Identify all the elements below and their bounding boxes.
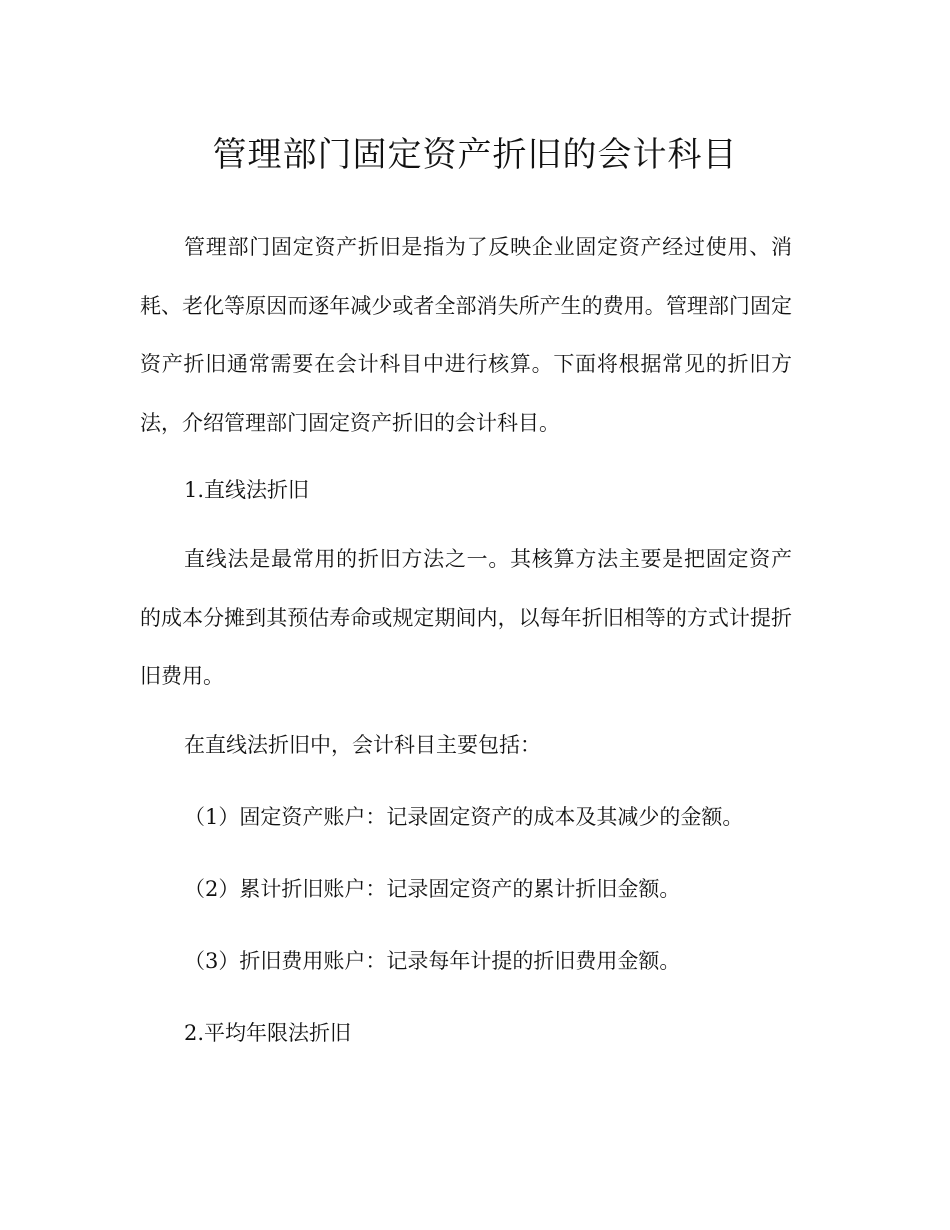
- list-item-accumulated-depreciation: （2）累计折旧账户：记录固定资产的累计折旧金额。: [184, 877, 681, 901]
- straight-line-paragraph: 直线法是最常用的折旧方法之一。其核算方法主要是把固定资产的成本分摊到其预估寿命或规定期间内，以每年折旧相等的方式计提折旧费用。: [140, 547, 792, 688]
- accounts-intro-paragraph: 在直线法折旧中，会计科目主要包括：: [184, 733, 541, 757]
- list-item-depreciation-expense: （3）折旧费用账户：记录每年计提的折旧费用金额。: [184, 949, 681, 973]
- list-item-fixed-assets: （1）固定资产账户：记录固定资产的成本及其减少的金额。: [184, 805, 744, 829]
- document-title: 管理部门固定资产折旧的会计科目: [212, 135, 738, 175]
- intro-paragraph: 管理部门固定资产折旧是指为了反映企业固定资产经过使用、消耗、老化等原因而逐年减少或者全部消失所产生的费用。管理部门固定资产折旧通常需要在会计科目中进行核算。下面将根据常见的折旧方法，介绍管理部门固定资产折旧的会计科目。: [140, 235, 792, 435]
- section-heading-average-years: 2.平均年限法折旧: [184, 1021, 352, 1045]
- section-heading-straight-line: 1.直线法折旧: [184, 478, 310, 502]
